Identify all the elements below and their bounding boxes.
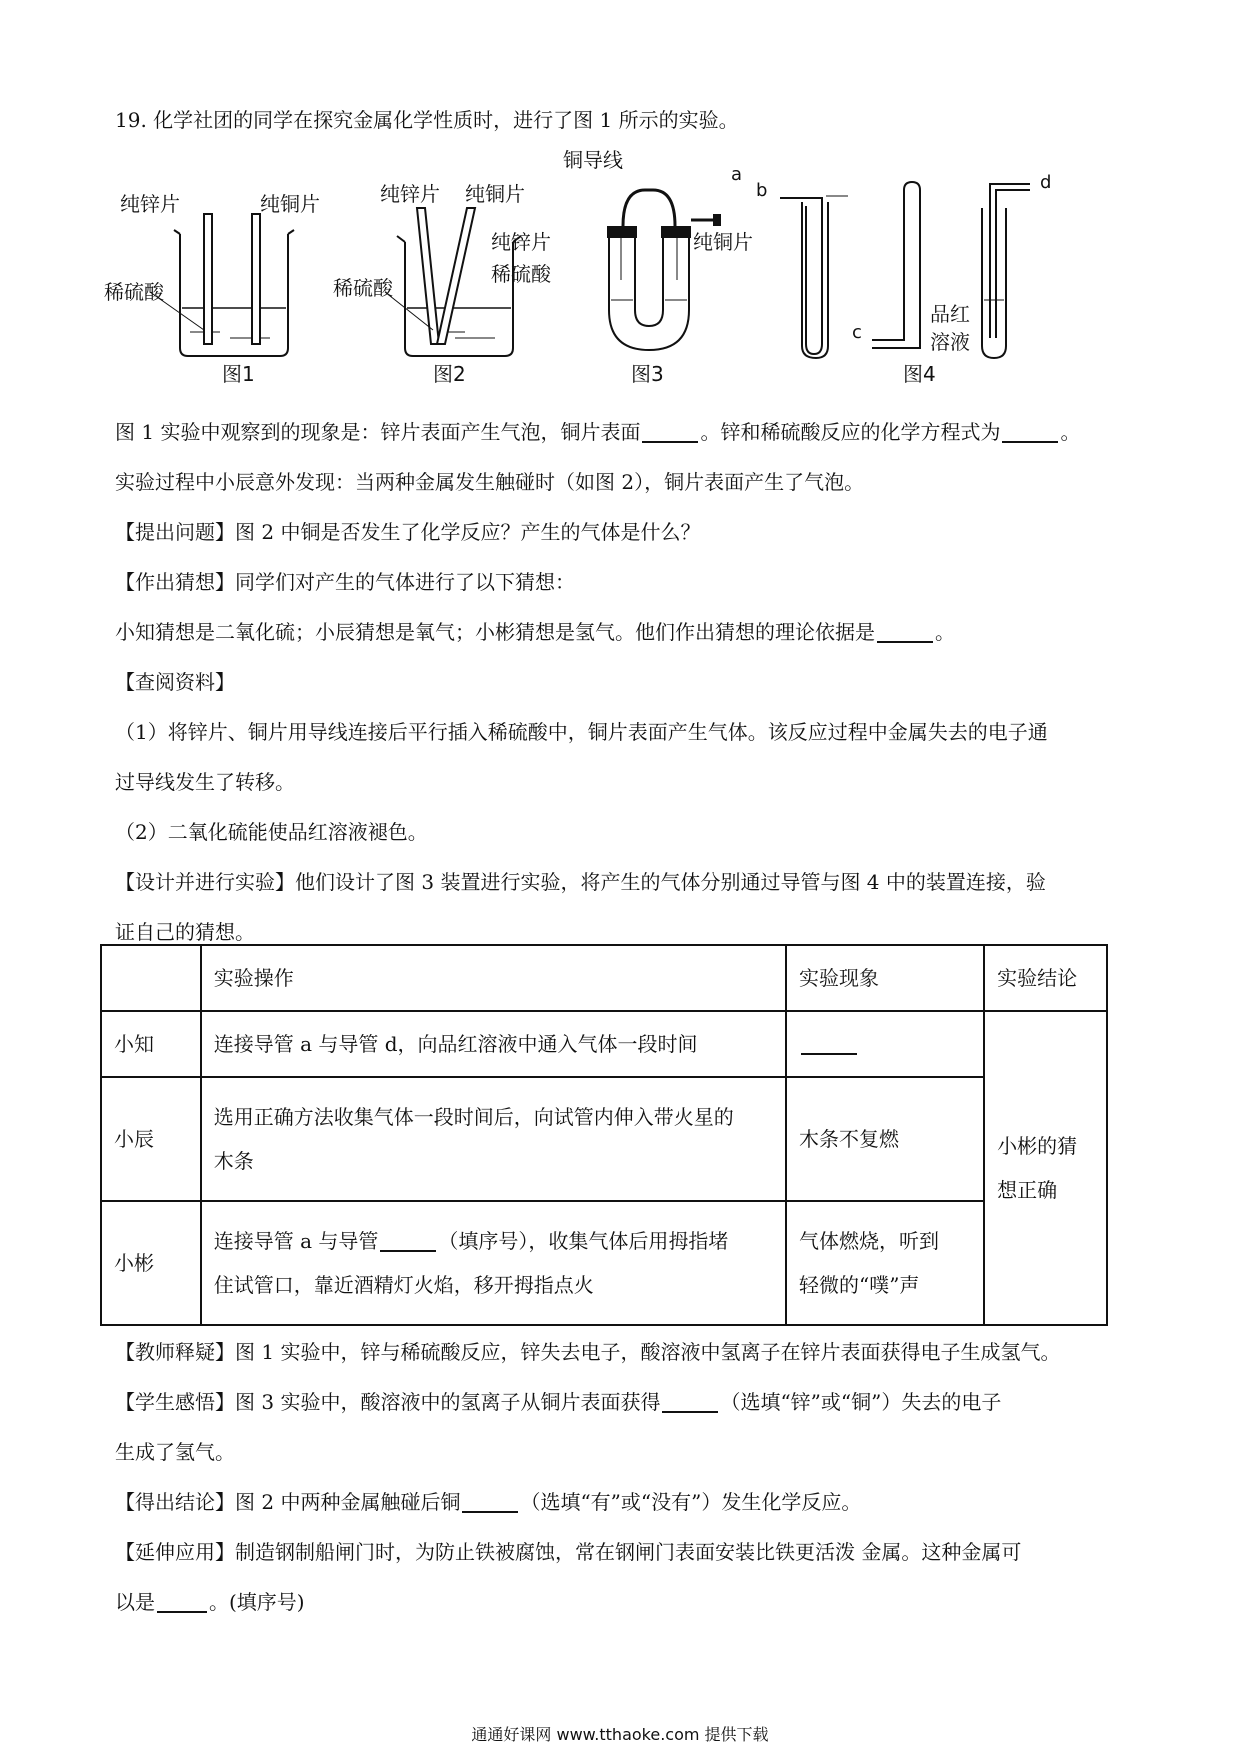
answer-blank-equation[interactable] [1002, 421, 1058, 443]
cell-operation: 连接导管 a 与导管 d，向品红溶液中通入气体一段时间 [201, 1011, 786, 1077]
paragraph-application-cont: 以是 。(填序号) [115, 1590, 305, 1614]
experiment-table [100, 944, 1108, 1326]
fig4-caption: 图4 [903, 362, 936, 386]
paragraph-conclusion: 【得出结论】图 2 中两种金属触碰后铜 （选填“有”或“没有”）发生化学反应。 [115, 1490, 862, 1514]
fig3-copper-label: 纯铜片 [693, 230, 753, 254]
table-header: 实验操作 [201, 945, 786, 1011]
fig4-d-label: d [1040, 172, 1052, 193]
paragraph-ref1: （1）将锌片、铜片用导线连接后平行插入稀硫酸中，铜片表面产生气体。该反应过程中金属失去的电子通 [115, 720, 1048, 744]
paragraph-teacher: 【教师释疑】图 1 实验中，锌与稀硫酸反应，锌失去电子，酸溶液中氢离子在锌片表面获得电子生成氢气。 [115, 1340, 1061, 1364]
u-tube-drawing [545, 150, 768, 390]
test-tubes-drawing [760, 170, 1080, 390]
cell-operation: 连接导管 a 与导管 （填序号），收集气体后用拇指堵 住试管口，靠近酒精灯火焰，移开拇指点火 [201, 1201, 786, 1325]
table-header-row [101, 945, 1107, 1011]
cell-who: 小知 [101, 1011, 201, 1077]
paragraph-references: 【查阅资料】 [115, 670, 235, 694]
answer-blank-basis[interactable] [877, 621, 933, 643]
cell-result [786, 1011, 984, 1077]
paragraph-insight: 【学生感悟】图 3 实验中，酸溶液中的氢离子从铜片表面获得 （选填“锌”或“铜”）失去的电子 [115, 1390, 1002, 1414]
fig4-solution-label-1: 品红 [930, 302, 970, 326]
fig2-acid-label: 稀硫酸 [333, 276, 393, 300]
cell-who: 小辰 [101, 1077, 201, 1201]
fig3-zinc-label: 纯锌片 [491, 230, 551, 254]
table-row [101, 1011, 1107, 1077]
fig4-solution-label-2: 溶液 [930, 330, 970, 354]
paragraph-guesses: 小知猜想是二氧化硫；小辰猜想是氧气；小彬猜想是氢气。他们作出猜想的理论依据是 。 [115, 620, 955, 644]
cell-who: 小彬 [101, 1201, 201, 1325]
table-row [101, 1201, 1107, 1325]
page-footer: 通通好课网 www.tthaoke.com 提供下载 [471, 1725, 769, 1744]
paragraph-observation: 图 1 实验中观察到的现象是：锌片表面产生气泡，铜片表面 。锌和稀硫酸反应的化学方程式为 。 [115, 420, 1081, 444]
table-header: 实验现象 [786, 945, 984, 1011]
answer-blank-tube[interactable] [380, 1230, 436, 1252]
fig4-c-label: c [852, 322, 862, 343]
table-row [101, 1077, 1107, 1201]
fig2-copper-label: 纯铜片 [465, 182, 525, 206]
cell-operation: 选用正确方法收集气体一段时间后，向试管内伸入带火星的 木条 [201, 1077, 786, 1201]
cell-result: 气体燃烧，听到 轻微的“噗”声 [786, 1201, 984, 1325]
paragraph-application: 【延伸应用】制造钢制船闸门时，为防止铁被腐蚀，常在钢闸门表面安装比铁更活泼 金属。这种金属可 [115, 1540, 1022, 1564]
fig1-acid-label: 稀硫酸 [104, 280, 164, 304]
paragraph-ref2: （2）二氧化硫能使品红溶液褪色。 [115, 820, 428, 844]
fig4-b-label: b [756, 180, 768, 201]
answer-blank-metal[interactable] [662, 1391, 718, 1413]
answer-blank-metal-choice[interactable] [157, 1591, 207, 1613]
answer-blank-copper-surface[interactable] [642, 421, 698, 443]
fig3-caption: 图3 [631, 362, 664, 386]
cell-conclusion: 小彬的猜 想正确 [984, 1011, 1107, 1325]
fig3-a-label: a [731, 164, 743, 185]
paragraph-design: 【设计并进行实验】他们设计了图 3 装置进行实验，将产生的气体分别通过导管与图 4 中的装置连接，验 [115, 870, 1046, 894]
paragraph-discovery: 实验过程中小辰意外发现：当两种金属发生触碰时（如图 2），铜片表面产生了气泡。 [115, 470, 865, 494]
fig2-zinc-label: 纯锌片 [380, 182, 440, 206]
table-header: 实验结论 [984, 945, 1107, 1011]
figure-4 [756, 170, 1080, 390]
fig3-wire-label: 铜导线 [563, 148, 623, 172]
fig1-zinc-label: 纯锌片 [120, 192, 180, 216]
fig3-acid-label: 稀硫酸 [491, 262, 551, 286]
table-header [101, 945, 201, 1011]
answer-blank-reaction[interactable] [462, 1491, 518, 1513]
figure-3 [491, 148, 768, 390]
paragraph-design-cont: 证自己的猜想。 [115, 920, 255, 944]
figure-1 [104, 180, 320, 390]
paragraph-insight-cont: 生成了氢气。 [115, 1440, 235, 1464]
cell-result: 木条不复燃 [786, 1077, 984, 1201]
fig1-copper-label: 纯铜片 [260, 192, 320, 216]
paragraph-ref1-cont: 过导线发生了转移。 [115, 770, 295, 794]
answer-blank-xiaozhi-result[interactable] [801, 1033, 857, 1055]
question-intro: 19. 化学社团的同学在探究金属化学性质时，进行了图 1 所示的实验。 [115, 108, 739, 132]
paragraph-hypothesis: 【作出猜想】同学们对产生的气体进行了以下猜想： [115, 570, 575, 594]
paragraph-question: 【提出问题】图 2 中铜是否发生了化学反应？产生的气体是什么？ [115, 520, 701, 544]
fig2-caption: 图2 [433, 362, 466, 386]
fig1-caption: 图1 [222, 362, 255, 386]
